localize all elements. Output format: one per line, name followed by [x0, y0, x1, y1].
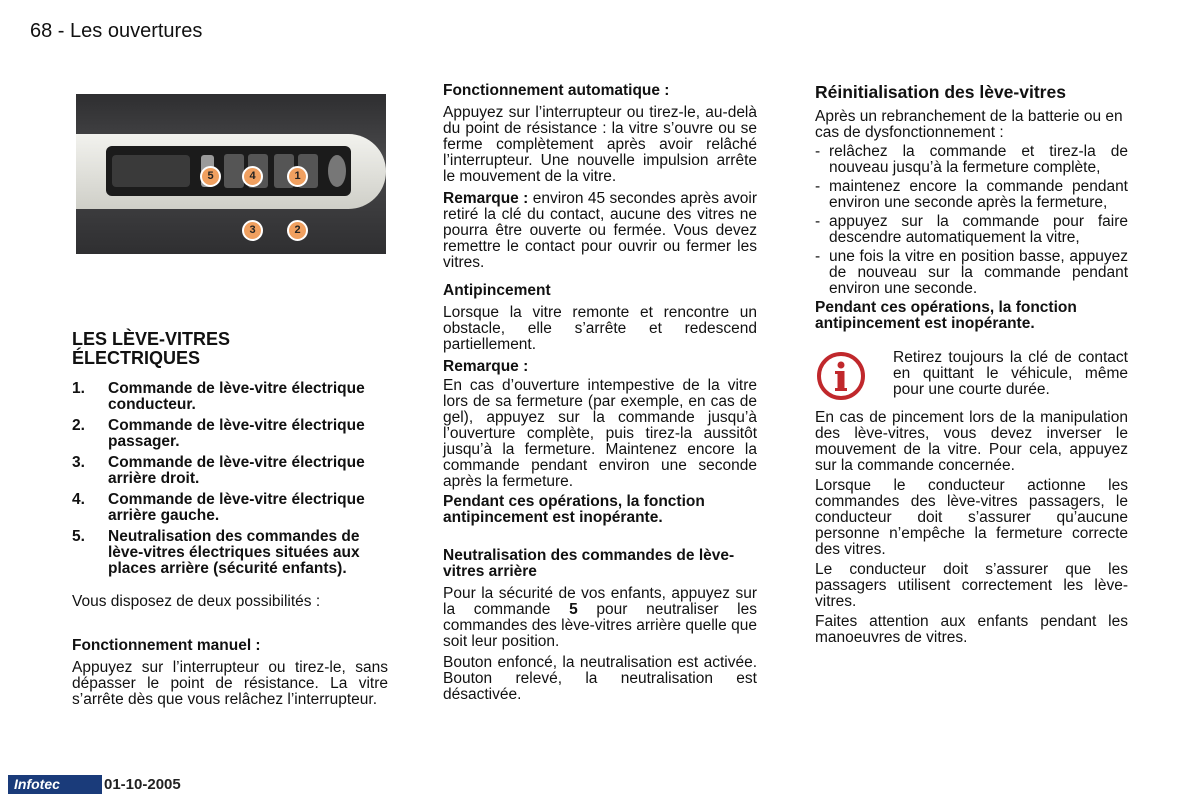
neutral-title: Neutralisation des commandes de lève-vitres arrière — [443, 547, 735, 580]
door-panel — [76, 134, 386, 209]
reset-title: Réinitialisation des lève-vitres — [815, 82, 1066, 102]
list-item: - appuyez sur la commande pour faire descendre automatiquement la vitre, — [815, 213, 1128, 246]
manual-title: Fonctionnement manuel : — [72, 637, 261, 654]
button-text: Bouton enfoncé, la neutralisation est activée. Bouton relevé, la neutralisation est désactivée. — [443, 654, 757, 703]
section-title: LES LÈVE-VITRES ÉLECTRIQUES — [72, 329, 231, 368]
paragraph: Lorsque le conducteur actionne les commandes des lève-vitres passagers, le conducteur doit s’assurer qu’aucune personne n’empêche la fermeture correcte des vitres. — [815, 477, 1128, 558]
footer-date: 01-10-2005 — [104, 776, 181, 793]
remark-2-text: En cas d’ouverture intempestive de la vitre lors de sa fermeture (par exemple, en cas de gel), appuyez sur la commande jusqu’à l’ouverture complète, puis tirez-la aussitôt jusqu’à la fermeture. Maintenez encore la commande pendant environ une seconde après la fermeture. — [443, 377, 757, 490]
list-item: 3. Commande de lève-vitre électrique arrière droit. — [72, 454, 365, 487]
callout-2: 2 — [287, 220, 308, 241]
neutral-text: Pour la sécurité de vos enfants, appuyez sur la commande 5 pour neutraliser les commandes des lève-vitres arrière quelle que soit leur position. — [443, 585, 757, 650]
manual-text: Appuyez sur l’interrupteur ou tirez-le, sans dépasser le point de résistance. La vitre s’arrête dès que vous relâchez l’interrupteur. — [72, 659, 388, 708]
callout-1: 1 — [287, 166, 308, 187]
callout-4: 4 — [242, 166, 263, 187]
page-header: 68 - Les ouvertures — [30, 20, 203, 42]
warning-text: Pendant ces opérations, la fonction antipincement est inopérante. — [815, 299, 1077, 332]
info-text: Retirez toujours la clé de contact en quittant le véhicule, même pour une courte durée. — [893, 349, 1128, 398]
auto-title: Fonctionnement automatique : — [443, 82, 670, 99]
infotec-logo: Infotec — [8, 775, 102, 794]
footer — [8, 775, 181, 794]
switch-rear-left — [224, 154, 244, 188]
remark-1: Remarque : environ 45 secondes après avoir retiré la clé du contact, aucune des vitres ne pourra être ouverte ou fermée. Vous devez remettre le contact pour ouvrir ou fermer les vitres. — [443, 190, 757, 271]
info-box — [815, 350, 1128, 402]
antipinch-title: Antipincement — [443, 282, 551, 299]
column-right — [815, 83, 1128, 646]
list-item: - maintenez encore la commande pendant environ une seconde après la fermeture, — [815, 178, 1128, 211]
paragraph: Faites attention aux enfants pendant les manoeuvres de vitres. — [815, 613, 1128, 646]
paragraph: Le conducteur doit s’assurer que les passagers utilisent correctement les lève-vitres. — [815, 561, 1128, 610]
window-switch-photo — [76, 94, 386, 254]
list-item: 2. Commande de lève-vitre électrique passager. — [72, 417, 365, 450]
column-middle — [443, 83, 757, 703]
paragraph: En cas de pincement lors de la manipulation des lève-vitres, vous devez inverser le mouvement de la vitre. Pour cela, appuyez sur la commande concernée. — [815, 409, 1128, 474]
list-item: 1. Commande de lève-vitre électrique conducteur. — [72, 380, 365, 413]
warning-text: Pendant ces opérations, la fonction antipincement est inopérante. — [443, 493, 705, 526]
list-item: - relâchez la commande et tirez-la de nouveau jusqu’à la fermeture complète, — [815, 143, 1128, 176]
reset-steps — [815, 144, 1128, 297]
callout-3: 3 — [242, 220, 263, 241]
antipinch-text: Lorsque la vitre remonte et rencontre un obstacle, elle s’arrête et redescend partiellement. — [443, 304, 757, 353]
list-item: 4. Commande de lève-vitre électrique arrière gauche. — [72, 491, 365, 524]
intro-text: Vous disposez de deux possibilités : — [72, 593, 321, 610]
info-icon — [815, 350, 893, 402]
auto-text: Appuyez sur l’interrupteur ou tirez-le, au-delà du point de résistance : la vitre s’ouvre ou se ferme complètement après avoir relâché l’interrupteur. Une nouvelle impulsion arrête le mouvement de la vitre. — [443, 104, 757, 185]
mirror-knob — [328, 155, 346, 187]
remark-2-label: Remarque : — [443, 358, 529, 375]
control-list — [72, 381, 388, 577]
reset-intro: Après un rebranchement de la batterie ou en cas de dysfonctionnement : — [815, 108, 1123, 141]
list-item: - une fois la vitre en position basse, appuyez de nouveau sur la commande pendant environ une seconde. — [815, 248, 1128, 297]
callout-5: 5 — [200, 166, 221, 187]
column-left — [72, 330, 388, 708]
list-item: 5. Neutralisation des commandes de lève-vitres électriques situées aux places arrière (sécurité enfants). — [72, 528, 360, 577]
switch-block — [106, 146, 351, 196]
